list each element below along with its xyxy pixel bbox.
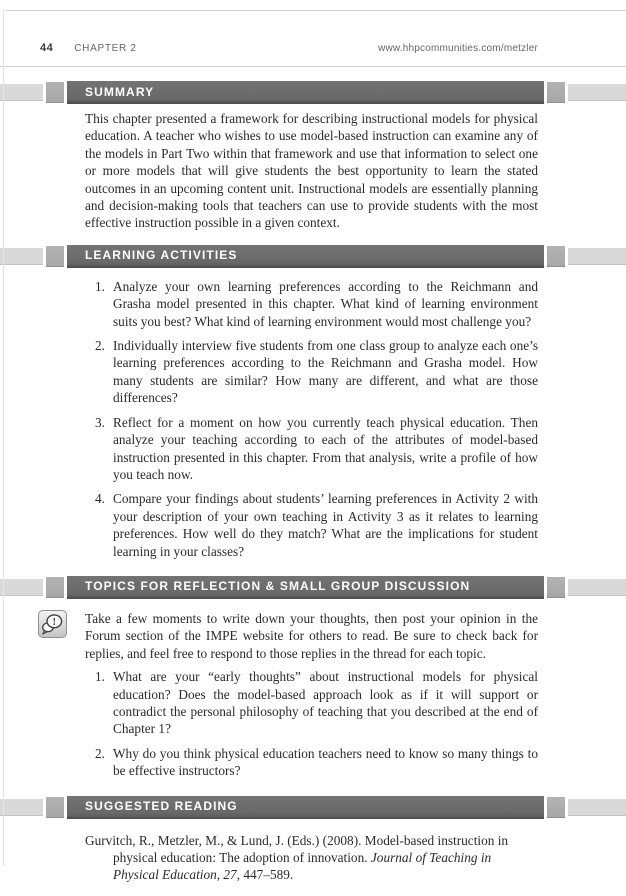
topics-section-bar xyxy=(0,576,626,599)
bar-left-square xyxy=(46,797,64,818)
citation-pages: 447–589. xyxy=(240,867,294,883)
running-head xyxy=(0,0,626,54)
item-number: 3. xyxy=(95,414,105,430)
bar-left-strip xyxy=(0,579,43,596)
learning-activity-item xyxy=(85,414,538,484)
bar-right-strip xyxy=(568,84,626,101)
item-text: Why do you think physical education teachers need to know so many things to be effective instructors? xyxy=(113,745,538,779)
learning-activities-body xyxy=(85,278,538,560)
page-number: 44 xyxy=(40,42,54,54)
topics-section-title: TOPICS FOR REFLECTION & SMALL GROUP DISCUSSION xyxy=(85,579,471,594)
bar-right-strip xyxy=(568,579,626,596)
bar-right-square xyxy=(547,246,565,267)
bar-right-square xyxy=(547,82,565,103)
item-text: Reflect for a moment on how you currently teach physical education. Then analyze your teaching according to each of the attributes of model-based instruction presented in this chapter. From that analysis, write a profile of how you teach now. xyxy=(113,414,538,482)
topics-bar xyxy=(67,576,544,599)
item-text: What are your “early thoughts” about instructional models for physical education? Does the model-based approach look as if it will support or contradict the personal philosophy of teaching that you described at the end of Chapter 1? xyxy=(113,669,538,737)
topics-intro-paragraph: Take a few moments to write down your thoughts, then post your opinion in the Forum section of the IMPE website for others to read. Be sure to check back for replies, and feel free to respond to those replies in the thread for each topic. xyxy=(85,610,538,661)
item-text: Individually interview five students from one class group to analyze each one’s learning preferences according to the Reichmann and Grasha model. How many students are similar? How many are different, and what are those differences? xyxy=(113,338,538,406)
header-rule xyxy=(0,66,626,67)
bar-right-square xyxy=(547,797,565,818)
bar-left-strip xyxy=(0,84,43,101)
summary-section-bar xyxy=(0,81,626,104)
item-number: 1. xyxy=(95,669,105,685)
learning-activity-item xyxy=(85,337,538,407)
learning-activities-section-bar xyxy=(0,245,626,268)
discussion-bubbles-icon xyxy=(38,610,67,642)
svg-text:!: ! xyxy=(52,616,57,628)
learning-activity-item xyxy=(85,490,538,560)
page-edge-top-line xyxy=(6,10,626,11)
bar-right-strip xyxy=(568,248,626,265)
chapter-label: CHAPTER 2 xyxy=(74,43,137,54)
citation-authors-title: Gurvitch, R., Metzler, M., & Lund, J. (Eds.) (2008). Model-based instruction in physical education: The adoption of innovation. xyxy=(85,832,509,865)
suggested-reading-bar xyxy=(67,796,544,819)
page-edge-left-line xyxy=(3,10,4,866)
summary-bar xyxy=(67,81,544,104)
item-text: Analyze your own learning preferences according to the Reichmann and Grasha model presented in this chapter. What kind of learning environment suits you best? What kind of learning environment would most challenge you? xyxy=(113,278,538,329)
learning-activities-section-title: LEARNING ACTIVITIES xyxy=(85,248,238,263)
summary-paragraph: This chapter presented a framework for describing instructional models for physical education. A teacher who wishes to use model-based instruction can examine any of the models in Part Two within that framework and use that information to select one or more models that will give students the best opportunity to learn the stated outcomes in an upcoming content unit. Instructional models are essentially planning and decision-making tools that teachers can use to provide students with the most effective instruction possible in a given context. xyxy=(85,111,538,231)
item-number: 4. xyxy=(95,491,105,507)
citation-journal-italic: Journal of Teaching in Physical Education, 27, xyxy=(113,850,492,883)
topic-item xyxy=(85,745,538,780)
bar-left-strip xyxy=(0,799,43,816)
topic-item xyxy=(85,668,538,738)
suggested-reading-body xyxy=(85,832,538,884)
reference-citation xyxy=(85,832,538,884)
bar-left-square xyxy=(46,577,64,598)
suggested-reading-section-bar xyxy=(0,796,626,819)
header-url: www.hhpcommunities.com/metzler xyxy=(378,43,538,54)
learning-activities-bar xyxy=(67,245,544,268)
summary-section-body xyxy=(85,110,538,232)
item-number: 1. xyxy=(95,278,105,294)
bar-left-square xyxy=(46,246,64,267)
suggested-reading-section-title: SUGGESTED READING xyxy=(85,799,238,814)
bar-right-strip xyxy=(568,799,626,816)
bar-right-square xyxy=(547,577,565,598)
topics-list xyxy=(85,668,538,779)
item-number: 2. xyxy=(95,745,105,761)
bar-left-square xyxy=(46,82,64,103)
topics-section-body xyxy=(52,610,538,780)
learning-activities-list xyxy=(85,278,538,560)
bar-left-strip xyxy=(0,248,43,265)
learning-activity-item xyxy=(85,278,538,330)
summary-section-title: SUMMARY xyxy=(85,84,155,99)
item-text: Compare your findings about students’ learning preferences in Activity 2 with your description of your own teaching in Activity 3 as it relates to learning preferences. How well do they match? What are the implications for student learning in your classes? xyxy=(113,491,538,559)
item-number: 2. xyxy=(95,338,105,354)
